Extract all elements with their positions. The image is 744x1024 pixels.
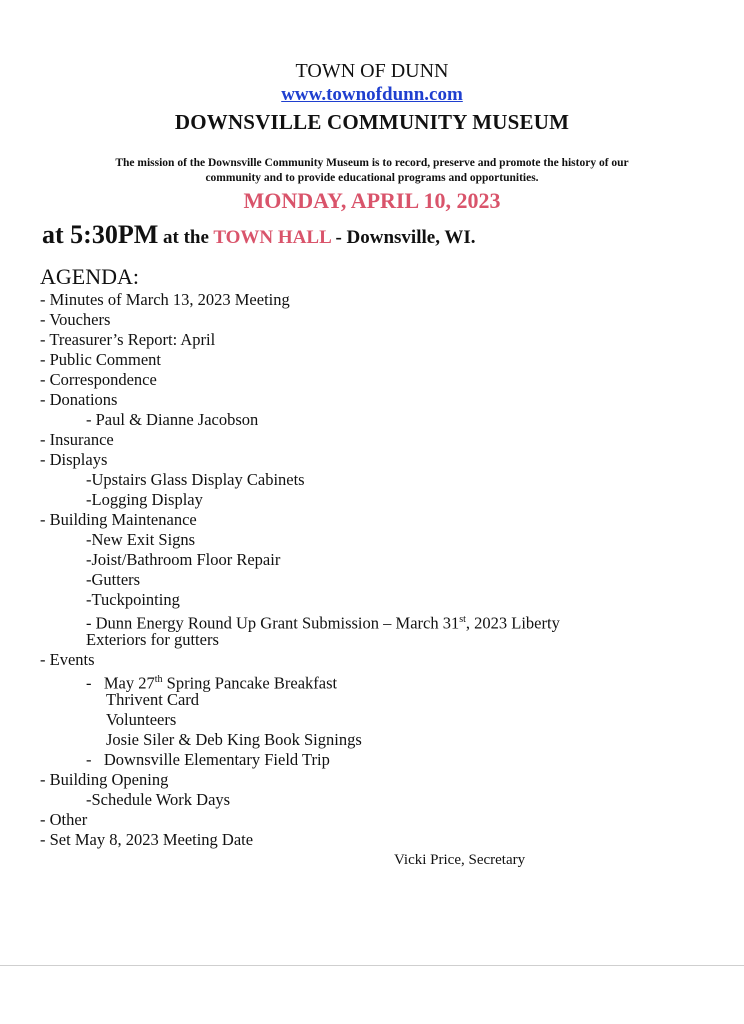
- secretary-signature: Vicki Price, Secretary: [394, 852, 526, 868]
- list-item: - May 27th Spring Pancake Breakfast: [86, 673, 338, 693]
- list-item: - Public Comment: [40, 350, 161, 369]
- header: [0, 58, 744, 136]
- list-item: Thrivent Card: [106, 690, 200, 709]
- list-item: -Joist/Bathroom Floor Repair: [86, 550, 281, 569]
- list-item: Exteriors for gutters: [86, 630, 219, 649]
- agenda-list: [40, 290, 720, 850]
- scan-edge: [0, 965, 744, 966]
- list-item: - Events: [40, 650, 95, 669]
- list-item: - Correspondence: [40, 370, 157, 389]
- list-item: -Schedule Work Days: [86, 790, 231, 809]
- list-item: - Building Opening: [40, 770, 169, 789]
- list-item: - Treasurer’s Report: April: [40, 330, 216, 349]
- town-website-link[interactable]: www.townofdunn.com: [281, 84, 463, 105]
- meeting-place: TOWN HALL: [213, 227, 331, 248]
- list-item: - Building Maintenance: [40, 510, 197, 529]
- list-item: - Other: [40, 810, 88, 829]
- list-item: - Insurance: [40, 430, 114, 449]
- agenda-title: AGENDA:: [40, 264, 139, 289]
- list-item: - Vouchers: [40, 310, 111, 329]
- meeting-location: - Downsville, WI.: [330, 227, 476, 248]
- list-item: -Tuckpointing: [86, 590, 180, 609]
- list-item: -Logging Display: [86, 490, 203, 509]
- at-the-text: at the: [158, 227, 214, 248]
- list-item: - Minutes of March 13, 2023 Meeting: [40, 290, 290, 309]
- list-item: Volunteers: [106, 710, 177, 729]
- list-item: - Donations: [40, 390, 118, 409]
- mission-line-1: The mission of the Downsville Community Museum is to record, preserve and promote the history of our: [115, 157, 629, 169]
- meeting-time: at 5:30PM: [42, 220, 159, 249]
- list-item: -New Exit Signs: [86, 530, 196, 549]
- list-item: - Set May 8, 2023 Meeting Date: [40, 830, 254, 849]
- museum-title: DOWNSVILLE COMMUNITY MUSEUM: [174, 110, 570, 134]
- list-item: - Dunn Energy Round Up Grant Submission – March 31st, 2023 Liberty: [86, 613, 560, 633]
- list-item: - Paul & Dianne Jacobson: [86, 410, 259, 429]
- town-title: TOWN OF DUNN: [295, 60, 449, 82]
- list-item: -Upstairs Glass Display Cabinets: [86, 470, 305, 489]
- list-item: - Downsville Elementary Field Trip: [86, 750, 330, 769]
- list-item: Josie Siler & Deb King Book Signings: [106, 730, 362, 749]
- list-item: -Gutters: [86, 570, 141, 589]
- mission-statement: [70, 156, 674, 186]
- meeting-date: MONDAY, APRIL 10, 2023: [243, 188, 501, 213]
- mission-line-2: community and to provide educational programs and opportunities.: [205, 172, 539, 184]
- list-item: - Displays: [40, 450, 108, 469]
- meeting-time-location: [42, 220, 722, 253]
